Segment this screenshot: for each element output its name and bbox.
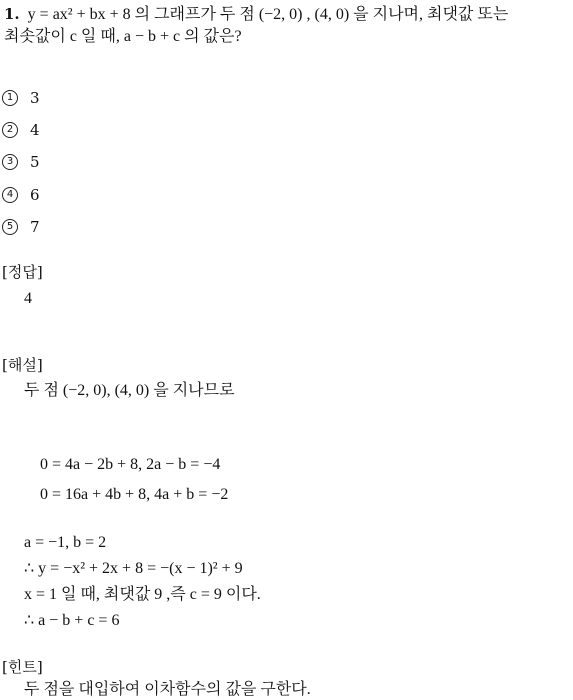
choice-text-1: 3	[30, 89, 40, 107]
choice-mark-2: 2	[2, 122, 18, 138]
choice-2[interactable]	[2, 120, 40, 140]
choice-4[interactable]	[2, 185, 40, 205]
question-number: 1.	[4, 5, 20, 23]
choice-mark-1: 1	[2, 90, 18, 106]
choice-5[interactable]	[2, 217, 40, 237]
hint-label: [힌트]	[2, 658, 43, 676]
solution-intro: 두 점 (−2, 0), (4, 0) 을 지나므로	[24, 382, 235, 399]
solution-result-4: ∴ a − b + c = 6	[24, 612, 120, 629]
choice-text-5: 7	[30, 218, 40, 236]
answer-label: [정답]	[2, 263, 43, 281]
choice-mark-4: 4	[2, 187, 18, 203]
hint-text: 두 점을 대입하여 이차함수의 값을 구한다.	[24, 681, 311, 698]
solution-result-2: ∴ y = −x² + 2x + 8 = −(x − 1)² + 9	[24, 560, 243, 577]
choice-3[interactable]	[2, 152, 40, 172]
solution-eq-1: 0 = 4a − 2b + 8, 2a − b = −4	[40, 456, 221, 473]
choice-text-4: 6	[30, 186, 40, 204]
answer-value: 4	[24, 290, 32, 307]
question-line-1	[4, 4, 508, 25]
solution-label: [해설]	[2, 356, 43, 374]
question-text-1: y = ax² + bx + 8 의 그래프가 두 점 (−2, 0) , (4, 0) 을 지나며, 최댓값 또는	[27, 6, 509, 23]
question-text-2: 최솟값이 c 일 때, a − b + c 의 값은?	[4, 28, 242, 45]
choice-text-3: 5	[30, 153, 40, 171]
solution-result-1: a = −1, b = 2	[24, 534, 107, 551]
solution-result-3: x = 1 일 때, 최댓값 9 ,즉 c = 9 이다.	[24, 586, 261, 603]
solution-eq-2: 0 = 16a + 4b + 8, 4a + b = −2	[40, 486, 229, 503]
choice-mark-3: 3	[2, 154, 18, 170]
choice-text-2: 4	[30, 121, 40, 139]
choice-mark-5: 5	[2, 219, 18, 235]
choice-1[interactable]	[2, 88, 40, 108]
